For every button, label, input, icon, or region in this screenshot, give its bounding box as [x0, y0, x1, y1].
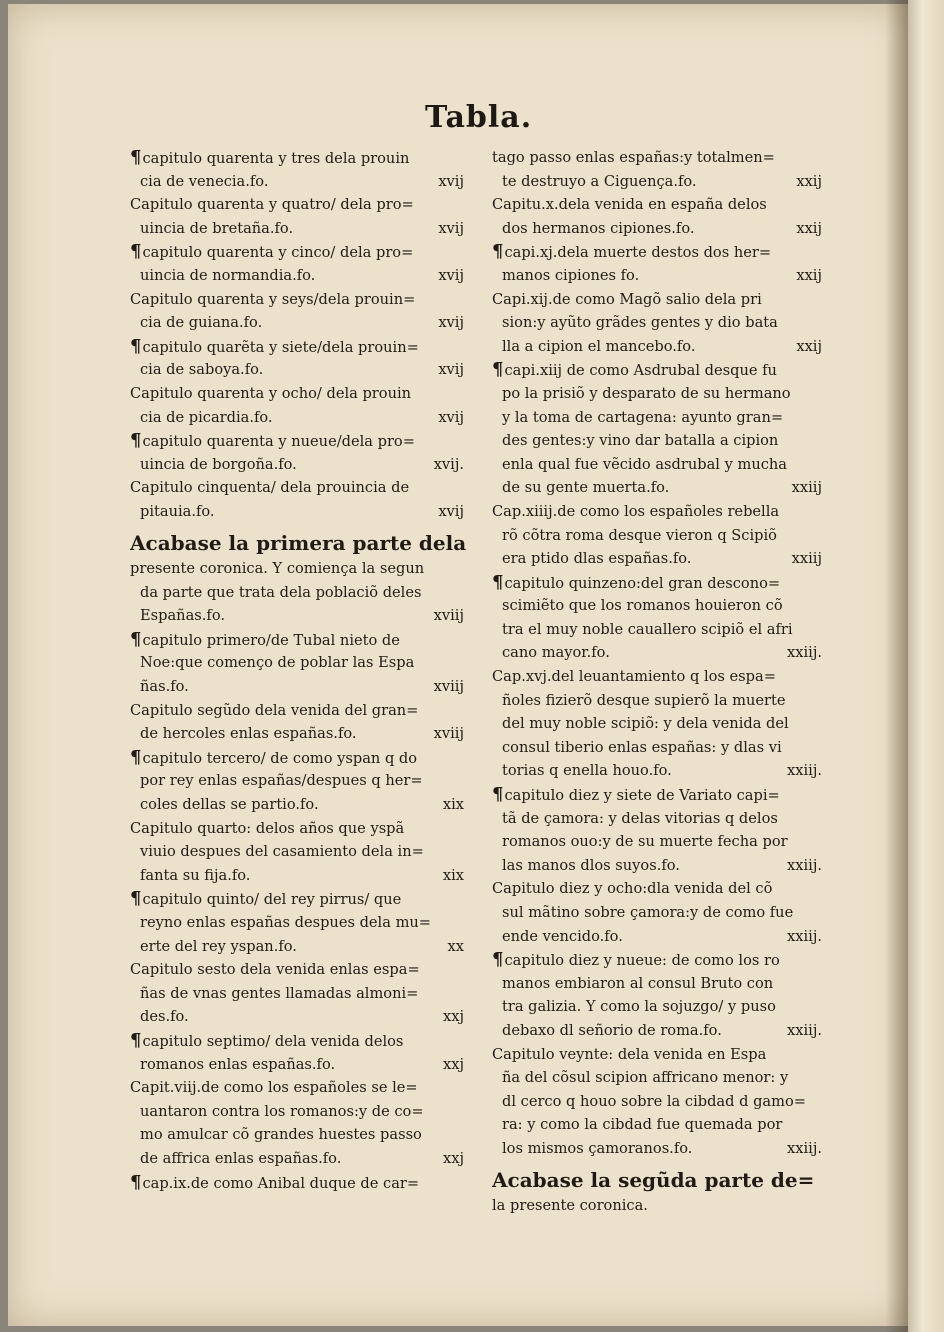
table-entry: [492, 358, 828, 500]
entry-text: tã de çamora: y delas vitorias q delos: [502, 809, 778, 827]
entry-line: [130, 1123, 470, 1147]
entry-text: Capi.xij.de como Magõ salio dela pri: [492, 290, 762, 308]
entry-text: enla qual fue vẽcido asdrubal y mucha: [502, 455, 788, 473]
entry-text: Cap.xvj.del leuantamiento q los espa=: [492, 668, 776, 686]
entry-line: [130, 311, 470, 335]
table-entry: [130, 817, 470, 888]
entry-line: [130, 675, 470, 699]
entry-line: [492, 217, 828, 241]
entry-line: [492, 995, 828, 1019]
entry-line: [492, 1194, 828, 1218]
pilcrow-icon: ¶: [130, 746, 142, 768]
entry-line: [130, 1100, 470, 1124]
page-heading: Tabla.: [425, 100, 533, 135]
entry-text: te destruyo a Ciguença.fo.: [502, 172, 697, 190]
entry-line: [130, 699, 470, 723]
table-entry: [130, 1076, 470, 1170]
entry-text: ñoles fizierõ desque supierõ la muerte: [502, 691, 786, 709]
table-entry: [130, 335, 470, 382]
entry-text: capitulo diez y nueue: de como los ro: [504, 952, 780, 970]
folio-number: xxiij.: [787, 856, 822, 874]
entry-line: [130, 358, 470, 382]
entry-line: [130, 429, 470, 453]
entry-text: romanos enlas españas.fo.: [140, 1055, 336, 1073]
entry-line: [130, 264, 470, 288]
entry-text: era ptido dlas españas.fo.: [502, 550, 692, 568]
entry-text: capitulo quarenta y nueue/dela pro=: [142, 433, 415, 451]
entry-text: cia de venecia.fo.: [140, 172, 269, 190]
entry-text: Capitu.x.dela venida en españa delos: [492, 196, 767, 214]
entry-text: y la toma de cartagena: ayunto gran=: [502, 408, 784, 426]
entry-line: [130, 722, 470, 746]
entry-text: Noe:que començo de poblar las Espa: [140, 654, 415, 672]
entry-line: [492, 759, 828, 783]
entry-text: ña del cõsul scipion affricano menor: y: [502, 1069, 789, 1087]
entry-line: [130, 581, 470, 605]
entry-line: [492, 429, 828, 453]
entry-text: cano mayor.fo.: [502, 644, 610, 662]
table-entry: [130, 382, 470, 429]
folio-number: xxiij: [791, 550, 822, 568]
table-entry: [492, 1043, 828, 1161]
entry-text: manos cipiones fo.: [502, 266, 640, 284]
table-entry: [492, 783, 828, 877]
entry-line: [492, 877, 828, 901]
folio-number: xviij: [433, 678, 464, 696]
entry-line: [492, 641, 828, 665]
entry-text: dl cerco q houo sobre la cibdad d gamo=: [502, 1092, 806, 1110]
entry-text: Españas.fo.: [140, 607, 225, 625]
entry-line: [130, 651, 470, 675]
table-entry: [130, 532, 470, 628]
folio-number: xvij: [438, 361, 464, 379]
entry-line: [492, 1113, 828, 1137]
pilcrow-icon: ¶: [492, 241, 504, 263]
entry-text: consul tiberio enlas españas: y dlas vi: [502, 738, 782, 756]
table-entry: [130, 288, 470, 335]
entry-line: [492, 665, 828, 689]
entry-line: [130, 557, 470, 581]
table-entry: [130, 699, 470, 746]
entry-text: dos hermanos cipiones.fo.: [502, 219, 695, 237]
entry-line: [492, 925, 828, 949]
entry-line: [492, 1043, 828, 1067]
entry-line: [492, 736, 828, 760]
entry-text: sul mãtino sobre çamora:y de como fue: [502, 904, 794, 921]
folio-number: xix: [442, 866, 464, 884]
pilcrow-icon: ¶: [130, 888, 142, 910]
entry-line: [492, 594, 828, 618]
table-entry: [130, 1171, 470, 1195]
entry-line: [492, 240, 828, 264]
entry-line: [492, 406, 828, 430]
entry-line: [492, 1019, 828, 1043]
entry-line: [492, 807, 828, 831]
entry-text: de hercoles enlas españas.fo.: [140, 725, 357, 743]
entry-text: viuio despues del casamiento dela in=: [140, 843, 424, 861]
entry-line: [130, 170, 470, 194]
entry-text: uincia de bretaña.fo.: [140, 219, 294, 237]
entry-line: [492, 453, 828, 477]
entry-line: [130, 911, 470, 935]
pilcrow-icon: ¶: [492, 784, 504, 806]
folio-number: xvij: [438, 502, 464, 520]
entry-text: mo amulcar cõ grandes huestes passo: [140, 1126, 422, 1144]
entry-line: [130, 982, 470, 1006]
entry-line: [130, 1171, 470, 1195]
folio-number: xxiij: [791, 479, 822, 497]
entry-text: ñas de vnas gentes llamadas almoni=: [140, 984, 419, 1002]
entry-text: cia de guiana.fo.: [140, 314, 263, 332]
pilcrow-icon: ¶: [492, 949, 504, 971]
entry-text: tago passo enlas españas:y totalmen=: [492, 149, 775, 166]
entry-line: [492, 288, 828, 312]
entry-text: cia de picardia.fo.: [140, 408, 273, 426]
folio-number: xvij: [438, 408, 464, 426]
entry-text: capi.xiij de como Asdrubal desque fu: [504, 362, 777, 380]
entry-text: pitauia.fo.: [140, 502, 215, 520]
pilcrow-icon: ¶: [130, 1029, 142, 1051]
table-entry: [492, 240, 828, 287]
left-column: [130, 146, 470, 1194]
entry-line: [130, 935, 470, 959]
entry-line: [130, 1029, 470, 1053]
entry-text: de su gente muerta.fo.: [502, 479, 670, 497]
entry-line: [492, 264, 828, 288]
pilcrow-icon: ¶: [130, 430, 142, 452]
entry-line: [130, 240, 470, 264]
entry-line: [492, 170, 828, 194]
folio-number: xvij: [438, 172, 464, 190]
entry-line: [130, 335, 470, 359]
entry-text: debaxo dl señorio de roma.fo.: [502, 1021, 722, 1039]
entry-line: [130, 193, 470, 217]
entry-line: [492, 335, 828, 359]
entry-line: [492, 712, 828, 736]
folio-number: xxij: [796, 266, 822, 284]
entry-text: cia de saboya.fo.: [140, 361, 264, 379]
entry-text: capitulo quarenta y cinco/ dela pro=: [142, 244, 414, 262]
pilcrow-icon: ¶: [130, 147, 142, 168]
right-column: [492, 146, 828, 1218]
table-entry: [492, 500, 828, 571]
entry-text: capitulo diez y siete de Variato capi=: [504, 787, 780, 805]
entry-line: [492, 547, 828, 571]
entry-text: erte del rey yspan.fo.: [140, 937, 297, 955]
pilcrow-icon: ¶: [130, 1171, 142, 1193]
pilcrow-icon: ¶: [492, 571, 504, 593]
table-entry: [492, 665, 828, 783]
pilcrow-icon: ¶: [130, 241, 142, 263]
entry-text: scimiẽto que los romanos houieron cõ: [502, 597, 783, 615]
entry-text: la presente coronica.: [492, 1197, 648, 1215]
table-entry: [492, 948, 828, 1042]
entry-text: torias q enella houo.fo.: [502, 762, 672, 780]
entry-text: capitulo tercero/ de como yspan q do: [142, 749, 418, 767]
entry-text: por rey enlas españas/despues q her=: [140, 772, 423, 790]
table-entry: [130, 240, 470, 287]
entry-text: sion:y ayũto grãdes gentes y dio bata: [502, 314, 778, 332]
entry-text: des gentes:y vino dar batalla a cipion: [502, 432, 779, 450]
entry-text: romanos ouo:y de su muerte fecha por: [502, 833, 788, 851]
table-entry: [492, 571, 828, 665]
folio-number: xxij: [796, 337, 822, 355]
entry-text: ende vencido.fo.: [502, 927, 623, 945]
entry-text: tra el muy noble cauallero scipiõ el afri: [502, 620, 793, 638]
entry-line: [492, 311, 828, 335]
folio-number: xxj: [443, 1055, 464, 1073]
entry-line: [492, 901, 828, 925]
entry-line: [492, 1137, 828, 1161]
folio-number: xxiij.: [787, 644, 822, 662]
entry-text: las manos dlos suyos.fo.: [502, 856, 680, 874]
entry-text: los mismos çamoranos.fo.: [502, 1139, 693, 1157]
table-entry: [130, 628, 470, 699]
entry-line: [130, 864, 470, 888]
folio-number: xx: [447, 937, 464, 955]
folio-number: xvij: [438, 219, 464, 237]
table-entry: [130, 429, 470, 476]
entry-line: [492, 972, 828, 996]
entry-line: [492, 382, 828, 406]
entry-line: [492, 783, 828, 807]
entry-text: capitulo primero/de Tubal nieto de: [142, 631, 400, 649]
pilcrow-icon: ¶: [492, 359, 504, 381]
entry-text: capi.xj.dela muerte destos dos her=: [504, 244, 772, 262]
folio-number: xxiij.: [787, 1021, 822, 1039]
entry-text: po la prisiõ y desparato de su hermano: [502, 384, 791, 402]
entry-line: [130, 1005, 470, 1029]
adjacent-page-edge: [908, 0, 944, 1332]
entry-text: Capitulo diez y ocho:dla venida del cõ: [492, 880, 773, 898]
entry-text: Capitulo quarto: delos años que yspã: [130, 819, 405, 837]
entry-text: capitulo quinzeno:del gran descono=: [504, 574, 781, 592]
folio-number: xxij: [796, 172, 822, 190]
entry-line: [492, 476, 828, 500]
entry-line: [130, 146, 470, 170]
folio-number: xxij: [796, 219, 822, 237]
table-entry: [130, 476, 470, 523]
folio-number: xvij: [438, 314, 464, 332]
entry-line: [130, 476, 470, 500]
entry-line: [492, 146, 828, 170]
entry-text: uincia de normandia.fo.: [140, 266, 316, 284]
entry-line: [492, 193, 828, 217]
entry-line: [130, 217, 470, 241]
section-end-heading: Acabase la segũda parte de=: [492, 1168, 815, 1192]
entry-line: [492, 358, 828, 382]
entry-line: [492, 1090, 828, 1114]
entry-line: [130, 628, 470, 652]
entry-text: lla a cipion el mancebo.fo.: [502, 337, 696, 355]
folio-number: xvij: [438, 266, 464, 284]
pilcrow-icon: ¶: [130, 628, 142, 650]
folio-number: xxj: [443, 1149, 464, 1167]
folio-number: xxiij.: [787, 927, 822, 945]
entry-text: Capitulo veynte: dela venida en Espa: [492, 1045, 767, 1063]
entry-text: reyno enlas españas despues dela mu=: [140, 914, 432, 931]
entry-text: Capitulo cinquenta/ dela prouincia de: [130, 479, 410, 497]
entry-text: Capitulo quarenta y seys/dela prouin=: [130, 290, 416, 308]
entry-text: Capitulo segũdo dela venida del gran=: [130, 701, 419, 719]
entry-text: Capit.viij.de como los españoles se le=: [130, 1079, 418, 1097]
folio-number: xxj: [443, 1008, 464, 1026]
entry-text: ñas.fo.: [140, 678, 189, 696]
entry-text: tra galizia. Y como la sojuzgo/ y puso: [502, 998, 776, 1016]
entry-line: [130, 887, 470, 911]
table-entry: [130, 958, 470, 1029]
entry-line: [492, 500, 828, 524]
entry-line: [492, 854, 828, 878]
entry-line: [130, 406, 470, 430]
entry-line: [130, 769, 470, 793]
section-end-heading: Acabase la primera parte dela: [130, 531, 467, 555]
entry-line: [130, 1076, 470, 1100]
entry-line: [130, 500, 470, 524]
entry-line: [492, 1066, 828, 1090]
entry-line: [492, 948, 828, 972]
entry-line: [492, 618, 828, 642]
entry-text: manos embiaron al consul Bruto con: [502, 974, 774, 992]
entry-line: [130, 382, 470, 406]
entry-line: [130, 288, 470, 312]
entry-text: capitulo septimo/ dela venida delos: [142, 1032, 404, 1050]
entry-text: presente coronica. Y comiença la segun: [130, 560, 425, 578]
table-entry: [492, 877, 828, 948]
table-entry: [492, 146, 828, 193]
folio-number: xvij.: [433, 455, 464, 473]
entry-line: [130, 817, 470, 841]
entry-line: [492, 689, 828, 713]
table-entry: [130, 887, 470, 958]
table-entry: [492, 193, 828, 240]
entry-line: [492, 571, 828, 595]
entry-text: Capitulo quarenta y quatro/ dela pro=: [130, 196, 414, 214]
entry-text: Capitulo quarenta y ocho/ dela prouin: [130, 384, 412, 402]
entry-text: capitulo quinto/ del rey pirrus/ que: [142, 891, 402, 909]
folio-number: xxiij.: [787, 762, 822, 780]
entry-line: [130, 1053, 470, 1077]
entry-text: des.fo.: [140, 1008, 189, 1026]
folio-number: xix: [442, 796, 464, 814]
entry-line: [492, 830, 828, 854]
entry-line: [492, 524, 828, 548]
entry-text: rõ cõtra roma desque vieron q Scipiõ: [502, 526, 777, 544]
entry-line: [130, 604, 470, 628]
entry-line: [130, 453, 470, 477]
entry-text: coles dellas se partio.fo.: [140, 796, 319, 814]
entry-text: Capitulo sesto dela venida enlas espa=: [130, 961, 420, 979]
entry-text: fanta su fija.fo.: [140, 866, 251, 884]
entry-text: uincia de borgoña.fo.: [140, 455, 297, 473]
entry-text: capitulo quarẽta y siete/dela prouin=: [142, 338, 419, 356]
folio-number: xxiij.: [787, 1139, 822, 1157]
table-entry: [492, 288, 828, 359]
entry-line: [130, 746, 470, 770]
folio-number: xviij: [433, 607, 464, 625]
folio-number: xviij: [433, 725, 464, 743]
table-entry: [130, 146, 470, 193]
entry-text: ra: y como la cibdad fue quemada por: [502, 1116, 783, 1134]
entry-text: uantaron contra los romanos:y de co=: [140, 1102, 424, 1120]
pilcrow-icon: ¶: [130, 335, 142, 357]
table-entry: [130, 746, 470, 817]
table-entry: [492, 1169, 828, 1218]
entry-line: [130, 793, 470, 817]
entry-text: capitulo quarenta y tres dela prouin: [142, 150, 410, 167]
entry-text: del muy noble scipiõ: y dela venida del: [502, 715, 789, 733]
table-entry: [130, 193, 470, 240]
entry-line: [130, 1147, 470, 1171]
entry-line: [130, 958, 470, 982]
entry-text: cap.ix.de como Anibal duque de car=: [142, 1174, 420, 1192]
entry-text: Cap.xiiij.de como los españoles rebella: [492, 502, 780, 520]
entry-text: da parte que trata dela poblaciõ deles: [140, 583, 422, 601]
entry-text: de affrica enlas españas.fo.: [140, 1149, 342, 1167]
table-entry: [130, 1029, 470, 1076]
entry-line: [130, 840, 470, 864]
